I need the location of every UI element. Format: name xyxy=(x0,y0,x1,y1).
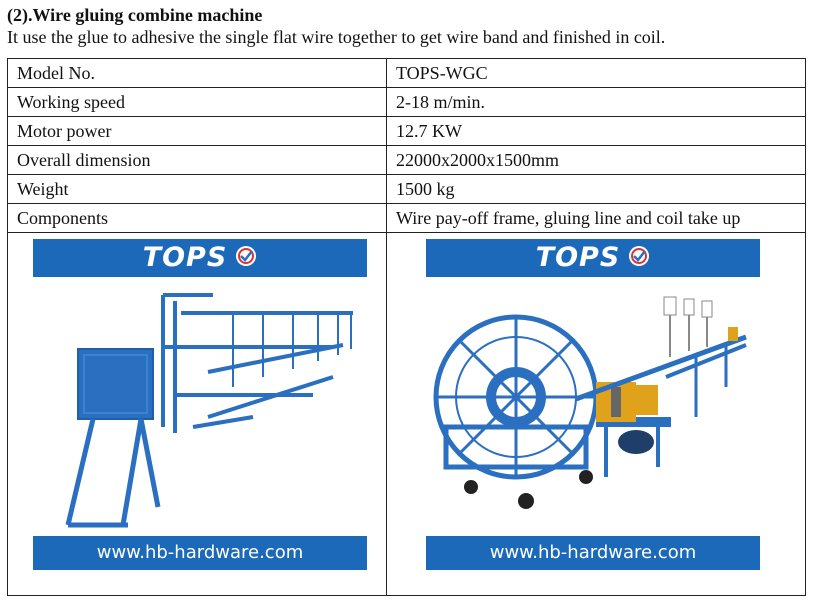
spec-label: Model No. xyxy=(8,59,387,88)
section-heading: (2).Wire gluing combine machine xyxy=(7,5,263,25)
brand-text: TOPS xyxy=(535,242,621,273)
table-row xyxy=(8,146,806,175)
gluing-line-illustration xyxy=(426,277,760,536)
brand-text: TOPS xyxy=(142,242,228,273)
table-row xyxy=(8,59,806,88)
brand-logo xyxy=(426,239,760,277)
pay-off-frame-photo xyxy=(33,277,367,536)
brand-logo xyxy=(33,239,367,277)
product-image-gluing-line xyxy=(426,239,760,570)
spec-value: 1500 kg xyxy=(387,175,806,204)
website-url: www.hb-hardware.com xyxy=(96,542,304,563)
spec-label: Overall dimension xyxy=(8,146,387,175)
image-cell-left xyxy=(8,233,387,596)
section-intro: It use the glue to adhesive the single flat wire together to get wire band and finished in coil. xyxy=(7,27,666,47)
table-row xyxy=(8,204,806,233)
pay-off-frame-illustration xyxy=(33,277,367,536)
certified-badge-icon xyxy=(235,245,257,267)
spec-label: Components xyxy=(8,204,387,233)
spec-label: Working speed xyxy=(8,88,387,117)
spec-table xyxy=(7,58,806,596)
table-row xyxy=(8,88,806,117)
image-row xyxy=(8,233,806,596)
gluing-line-coil-photo xyxy=(426,277,760,536)
spec-value: TOPS-WGC xyxy=(387,59,806,88)
certified-badge-icon xyxy=(628,245,650,267)
product-image-payoff xyxy=(33,239,367,570)
website-url: www.hb-hardware.com xyxy=(489,542,697,563)
spec-value: 22000x2000x1500mm xyxy=(387,146,806,175)
spec-label: Motor power xyxy=(8,117,387,146)
spec-label: Weight xyxy=(8,175,387,204)
spec-value: 12.7 KW xyxy=(387,117,806,146)
table-row xyxy=(8,117,806,146)
spec-value: 2-18 m/min. xyxy=(387,88,806,117)
spec-value: Wire pay-off frame, gluing line and coil take up xyxy=(387,204,806,233)
table-row xyxy=(8,175,806,204)
image-cell-right xyxy=(387,233,806,596)
